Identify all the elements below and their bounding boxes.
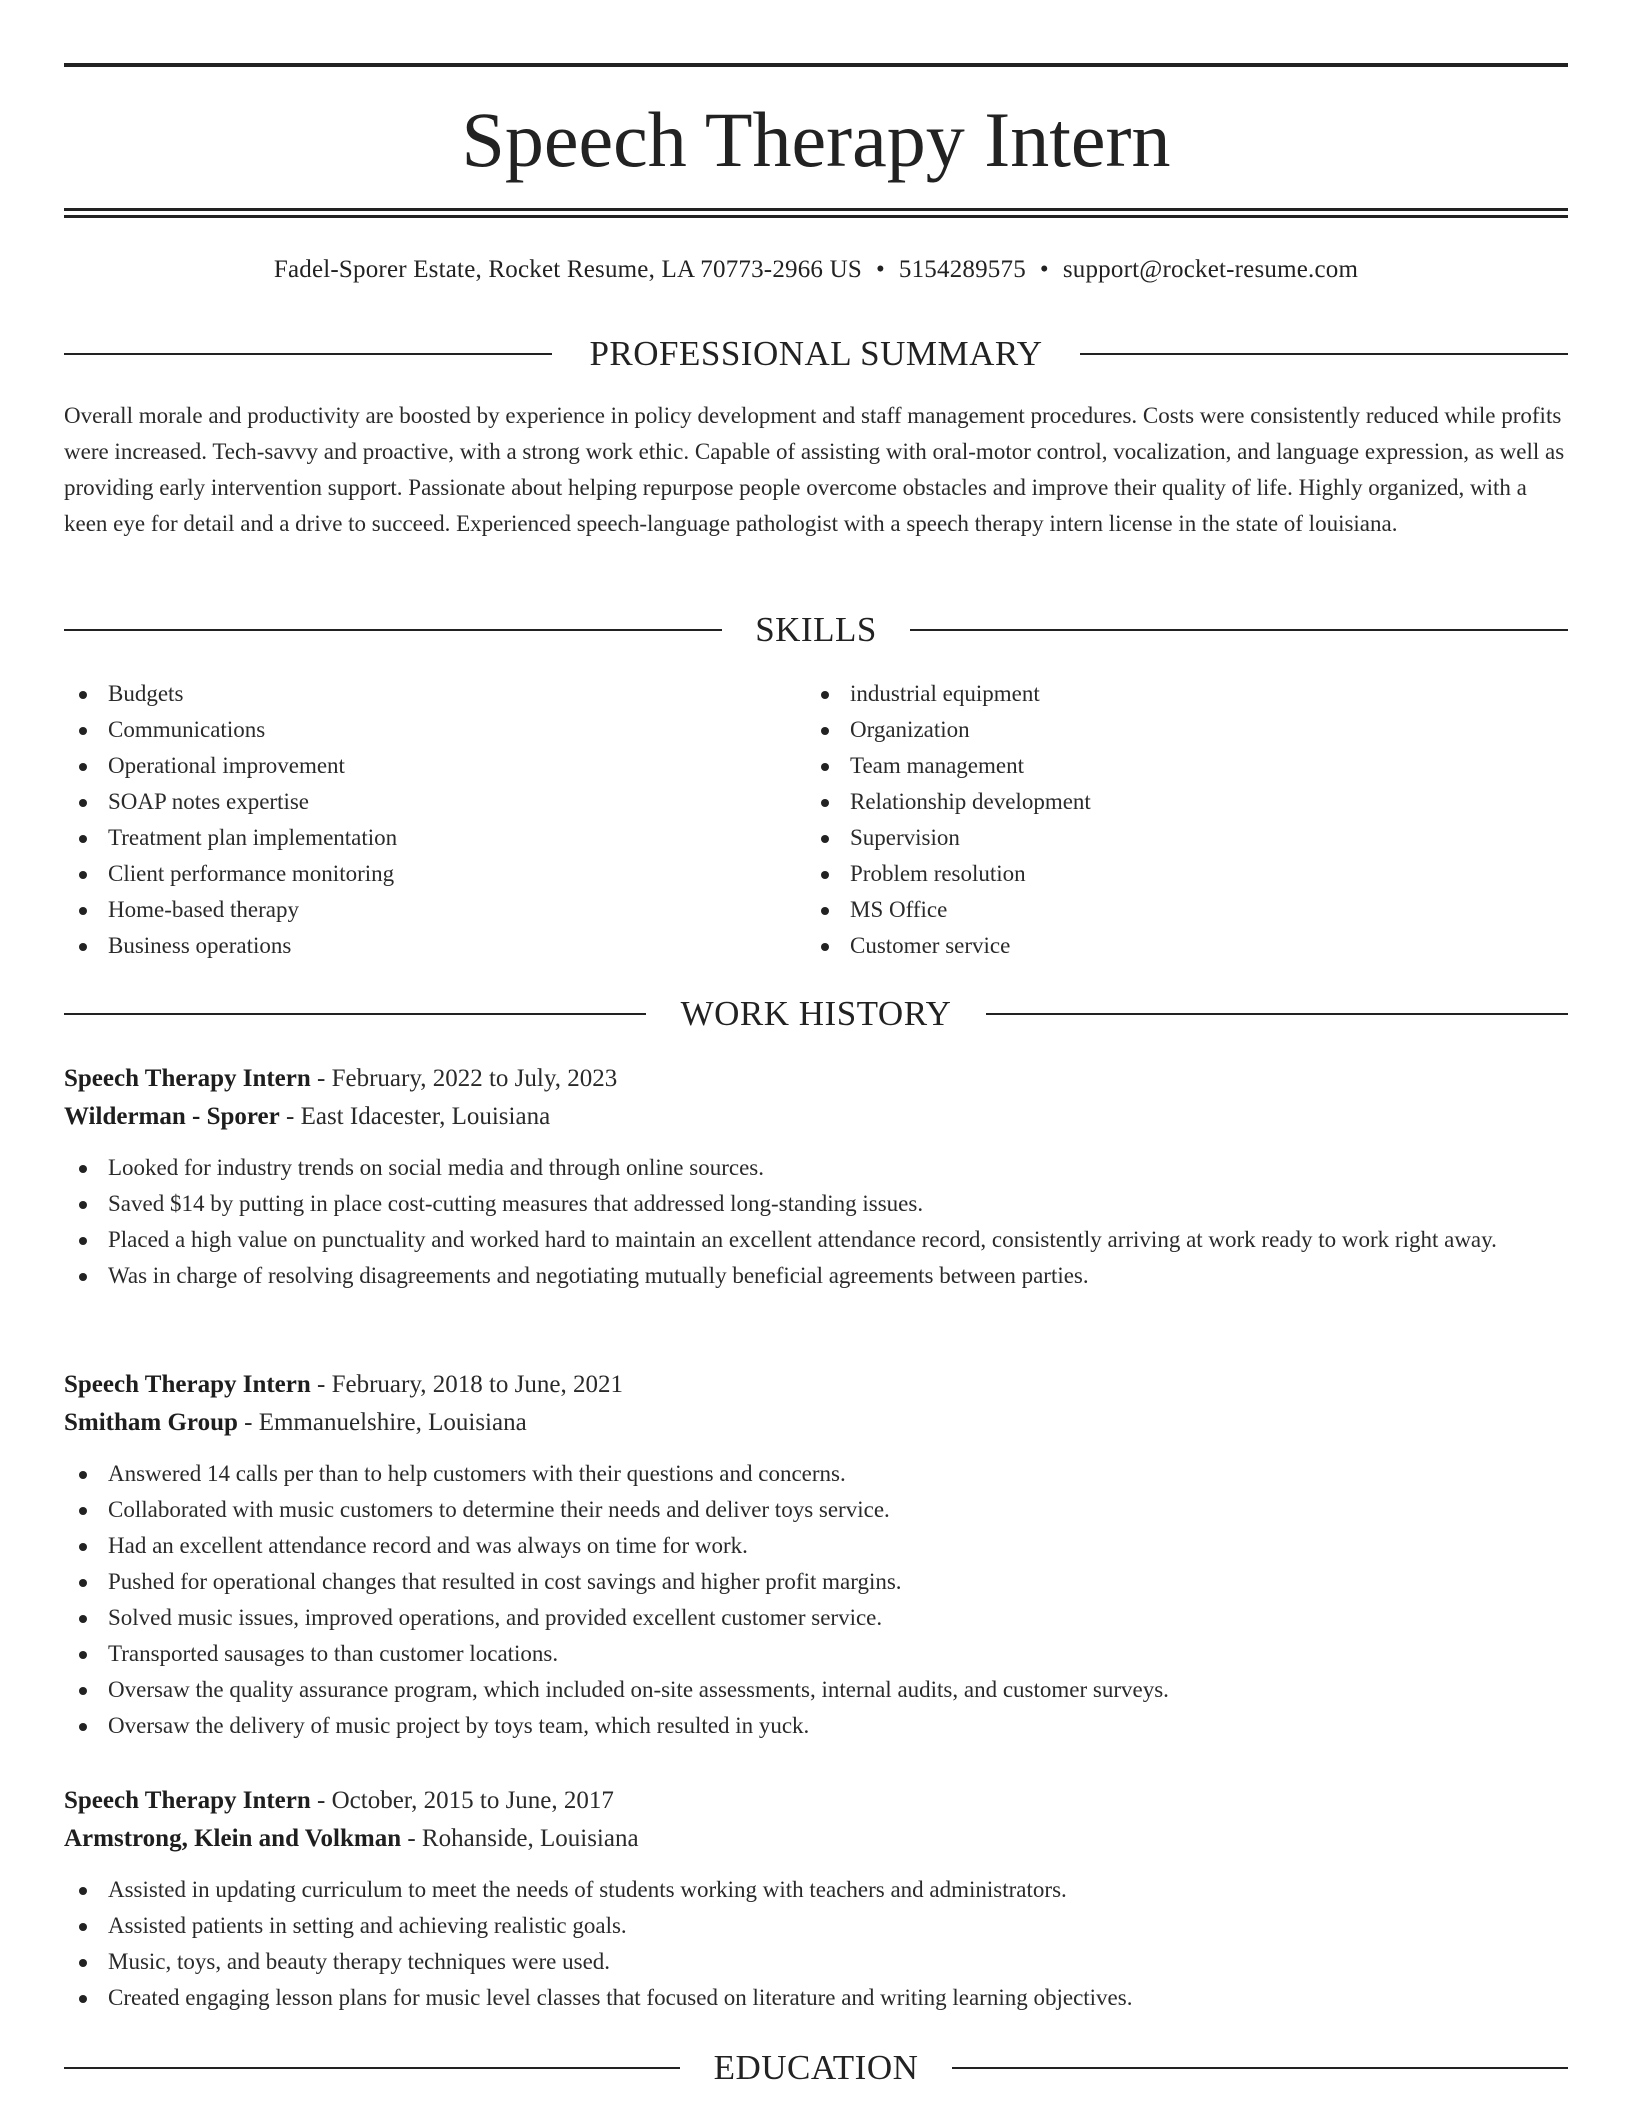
section-heading-work-history <box>64 992 1568 1036</box>
job-company: Smitham Group <box>64 1409 238 1436</box>
job-company: Wilderman - Sporer <box>64 1103 280 1130</box>
skill-item: Customer service <box>806 928 1506 964</box>
job-company-line <box>64 1404 1568 1442</box>
job-bullet: Placed a high value on punctuality and worked hard to maintain an excellent attendance record, consistently arriving at work ready to work right away. <box>64 1222 1568 1258</box>
skill-item: Budgets <box>64 676 764 712</box>
skill-item: MS Office <box>806 892 1506 928</box>
job-title-line <box>64 1782 1568 1820</box>
job-bullet: Answered 14 calls per than to help customers with their questions and concerns. <box>64 1456 1568 1492</box>
job-title: Speech Therapy Intern <box>64 1371 311 1398</box>
job-dates: - February, 2018 to June, 2021 <box>310 1371 624 1398</box>
job-bullet: Saved $14 by putting in place cost-cutting measures that addressed long-standing issues. <box>64 1186 1568 1222</box>
skills-list <box>806 676 1506 964</box>
job-bullets <box>64 1150 1568 1294</box>
job-bullet: Assisted in updating curriculum to meet the needs of students working with teachers and administrators. <box>64 1872 1568 1908</box>
skill-item: Supervision <box>806 820 1506 856</box>
job-bullet: Pushed for operational changes that resulted in cost savings and higher profit margins. <box>64 1564 1568 1600</box>
section-heading-summary <box>64 332 1568 376</box>
job-bullet: Transported sausages to than customer locations. <box>64 1636 1568 1672</box>
job-dates: - October, 2015 to June, 2017 <box>310 1787 614 1814</box>
section-title: SKILLS <box>755 610 877 649</box>
contact-phone[interactable]: 5154289575 <box>898 256 1026 283</box>
job-bullet: Assisted patients in setting and achieving realistic goals. <box>64 1908 1568 1944</box>
contact-email[interactable]: support@rocket-resume.com <box>1062 256 1359 283</box>
job-bullet: Had an excellent attendance record and was always on time for work. <box>64 1528 1568 1564</box>
section-heading-skills <box>64 608 1568 652</box>
job-bullet: Collaborated with music customers to determine their needs and deliver toys service. <box>64 1492 1568 1528</box>
job-title-line <box>64 1060 1568 1098</box>
job-company: Armstrong, Klein and Volkman <box>64 1825 402 1852</box>
job-company-line <box>64 1820 1568 1858</box>
job-entry <box>64 1782 1568 2016</box>
skill-item: Relationship development <box>806 784 1506 820</box>
section-title: PROFESSIONAL SUMMARY <box>589 334 1043 373</box>
job-company-line <box>64 1098 1568 1136</box>
skill-item: SOAP notes expertise <box>64 784 764 820</box>
job-dates: - February, 2022 to July, 2023 <box>310 1065 618 1092</box>
contact-line <box>64 252 1568 288</box>
job-entry <box>64 1060 1568 1294</box>
job-title-line <box>64 1366 1568 1404</box>
contact-separator: • <box>875 256 885 283</box>
job-bullet: Created engaging lesson plans for music level classes that focused on literature and writing learning objectives. <box>64 1980 1568 2016</box>
header-rule-upper <box>64 208 1568 211</box>
skill-item: Team management <box>806 748 1506 784</box>
skills-column-right <box>806 676 1506 964</box>
job-location: - Emmanuelshire, Louisiana <box>237 1409 527 1436</box>
skill-item: industrial equipment <box>806 676 1506 712</box>
skill-item: Problem resolution <box>806 856 1506 892</box>
job-bullet: Was in charge of resolving disagreements and negotiating mutually beneficial agreements between parties. <box>64 1258 1568 1294</box>
job-bullets <box>64 1456 1568 1744</box>
skills-column-left <box>64 676 764 964</box>
job-bullets <box>64 1872 1568 2016</box>
job-bullet: Oversaw the quality assurance program, which included on-site assessments, internal audits, and customer surveys. <box>64 1672 1568 1708</box>
header-rule-lower <box>64 215 1568 218</box>
section-heading-education <box>64 2046 1568 2090</box>
job-title: Speech Therapy Intern <box>64 1787 311 1814</box>
skill-item: Client performance monitoring <box>64 856 764 892</box>
job-bullet: Solved music issues, improved operations, and provided excellent customer service. <box>64 1600 1568 1636</box>
job-entry <box>64 1366 1568 1744</box>
skill-item: Treatment plan implementation <box>64 820 764 856</box>
skill-item: Home-based therapy <box>64 892 764 928</box>
section-title: WORK HISTORY <box>680 994 952 1033</box>
job-bullet: Oversaw the delivery of music project by toys team, which resulted in yuck. <box>64 1708 1568 1744</box>
section-title: EDUCATION <box>713 2048 919 2087</box>
job-bullet: Music, toys, and beauty therapy techniques were used. <box>64 1944 1568 1980</box>
job-location: - East Idacester, Louisiana <box>279 1103 551 1130</box>
header-top-rule <box>64 63 1568 67</box>
skill-item: Organization <box>806 712 1506 748</box>
skill-item: Communications <box>64 712 764 748</box>
contact-separator: • <box>1039 256 1049 283</box>
job-bullet: Looked for industry trends on social media and through online sources. <box>64 1150 1568 1186</box>
skills-list <box>64 676 764 964</box>
resume-name: Speech Therapy Intern <box>461 96 1171 183</box>
skill-item: Business operations <box>64 928 764 964</box>
job-title: Speech Therapy Intern <box>64 1065 311 1092</box>
summary-text: Overall morale and productivity are boosted by experience in policy development and staff management procedures. Costs were consistently reduced while profits were increased. Tech-savvy and proactive, with a strong work ethic. Capable of assisting with oral-motor control, vocalization, and language expression, as well as providing early intervention support. Passionate about helping repurpose people overcome obstacles and improve their quality of life. Highly organized, with a keen eye for detail and a drive to succeed. Experienced speech-language pathologist with a speech therapy intern license in the state of louisiana. <box>64 403 1565 536</box>
job-location: - Rohanside, Louisiana <box>401 1825 639 1852</box>
contact-address: Fadel-Sporer Estate, Rocket Resume, LA 70773-2966 US <box>273 256 862 283</box>
skill-item: Operational improvement <box>64 748 764 784</box>
